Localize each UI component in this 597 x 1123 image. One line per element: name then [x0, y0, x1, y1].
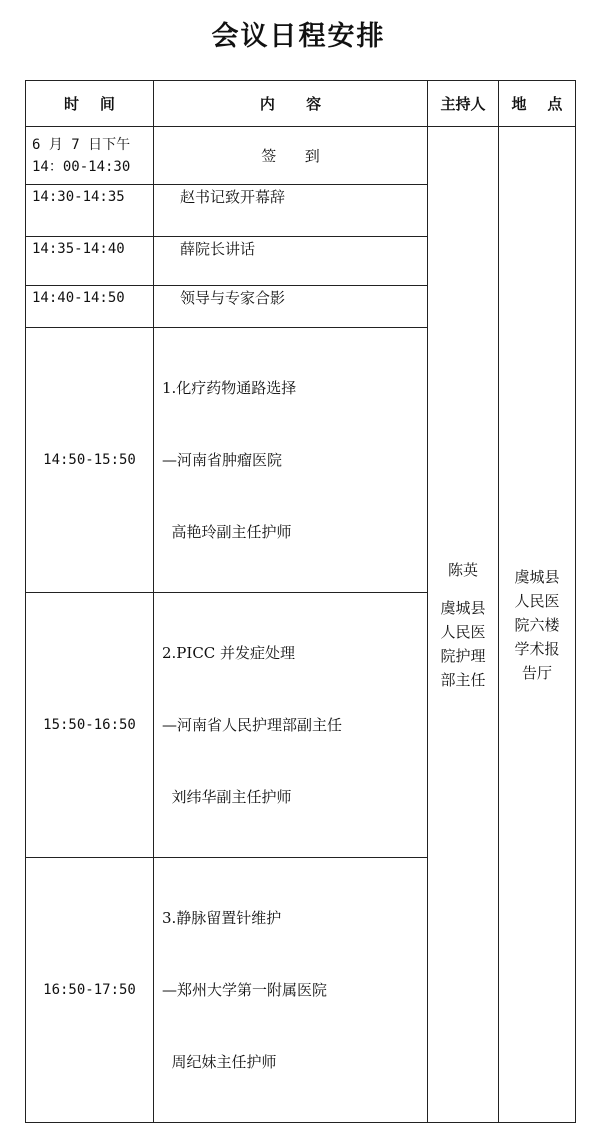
place-line: 虞城县 [514, 567, 560, 586]
content-cell [154, 237, 428, 286]
content-line: —郑州大学第一附属医院 [162, 981, 328, 999]
content-text: 领导与专家合影 [180, 289, 286, 307]
schedule-table [25, 80, 576, 1123]
content-line: 高艳玲副主任护师 [162, 523, 292, 541]
time-cell: 14:50-15:50 [26, 328, 154, 593]
header-time: 时 间 [26, 81, 154, 127]
time-cell: 14:40-14:50 [26, 286, 154, 328]
content-line: —河南省肿瘤医院 [162, 451, 283, 469]
time-cell: 14:30-14:35 [26, 185, 154, 237]
date-text: 6 月 7 日下午 [32, 136, 131, 153]
header-row [26, 81, 576, 127]
content-text: 赵书记致开幕辞 [180, 188, 286, 206]
content-cell [154, 593, 428, 858]
content-text: 薛院长讲话 [180, 240, 256, 258]
content-cell [154, 127, 428, 185]
content-line: 1.化疗药物通路选择 [162, 379, 297, 397]
place-cell [499, 127, 576, 1123]
host-title-line: 虞城县 [440, 598, 486, 617]
content-line: 周纪妹主任护师 [162, 1053, 277, 1071]
content-cell [154, 858, 428, 1123]
page-title: 会议日程安排 [211, 21, 386, 52]
content-line: 刘纬华副主任护师 [162, 788, 292, 806]
content-line: 3.静脉留置针维护 [162, 909, 282, 927]
content-cell [154, 286, 428, 328]
content-cell [154, 185, 428, 237]
content-cell [154, 328, 428, 593]
place-line: 院六楼 [514, 615, 560, 634]
time-text: 14：00-14:30 [32, 158, 131, 175]
content-line: —河南省人民护理部副主任 [162, 716, 343, 734]
host-cell [428, 127, 499, 1123]
time-cell: 16:50-17:50 [26, 858, 154, 1123]
header-content: 内 容 [154, 81, 428, 127]
host-title-line: 部主任 [440, 670, 486, 689]
header-place: 地 点 [499, 81, 576, 127]
time-cell [26, 127, 154, 185]
table-row [26, 127, 576, 185]
header-host: 主持人 [428, 81, 499, 127]
content-text: 签 到 [261, 147, 320, 165]
host-name: 陈英 [447, 560, 478, 579]
place-line: 人民医 [514, 591, 560, 610]
place-line: 学术报 [514, 639, 560, 658]
time-cell: 14:35-14:40 [26, 237, 154, 286]
host-title-line: 院护理 [440, 646, 486, 665]
host-title-line: 人民医 [440, 622, 486, 641]
time-cell: 15:50-16:50 [26, 593, 154, 858]
place-line: 告厅 [521, 663, 552, 682]
content-line: 2.PICC 并发症处理 [162, 644, 296, 662]
